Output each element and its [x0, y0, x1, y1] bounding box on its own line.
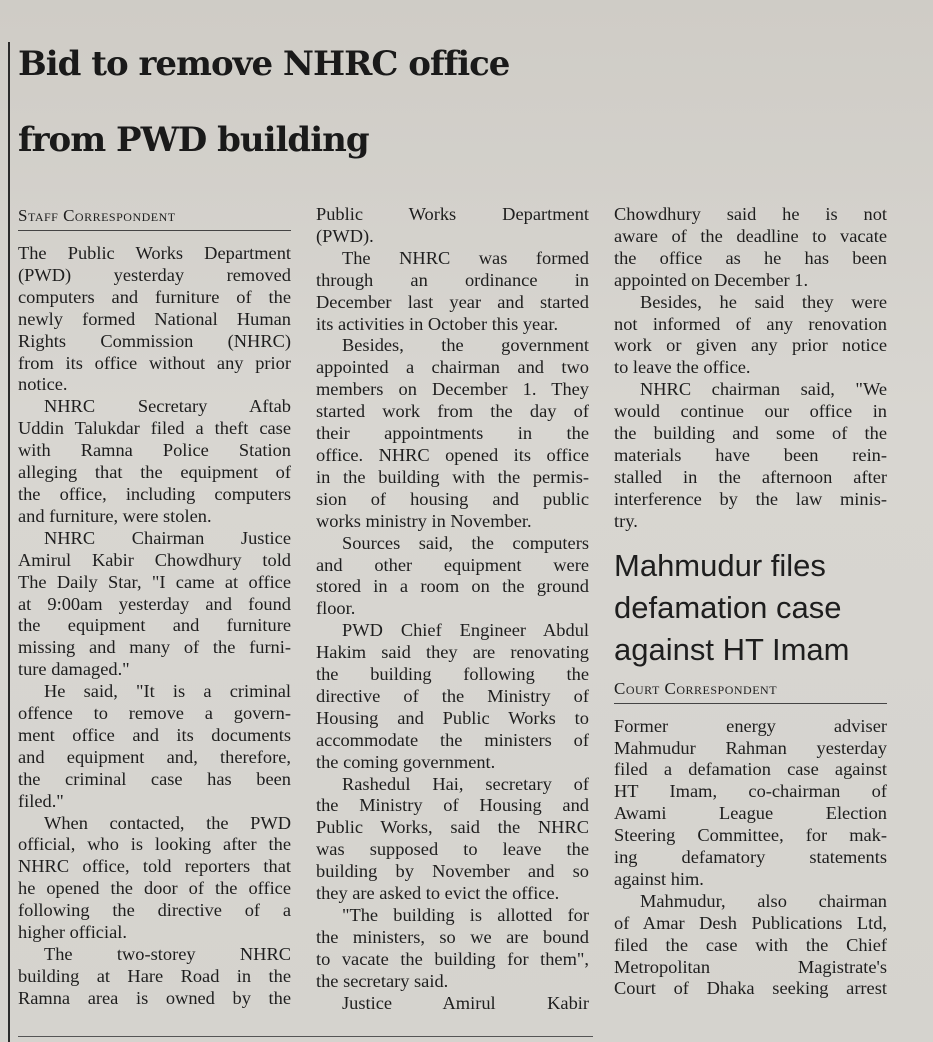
text-line: filed a defamation case against: [614, 759, 887, 780]
text-line: Mahmudur Rahman yesterday: [614, 737, 887, 758]
column-body: [614, 204, 887, 533]
text-line: building at Hare Road in the: [18, 965, 291, 986]
column-body: [316, 204, 589, 1015]
text-line: its activities in October this year.: [316, 313, 559, 334]
text-line: the coming government.: [316, 751, 496, 772]
text-line: they are asked to evict the office.: [316, 883, 560, 904]
text-line: Public Works, said the NHRC: [316, 817, 589, 838]
text-line: and other equipment were: [316, 554, 589, 575]
text-line: the criminal case has been: [18, 768, 291, 789]
text-line: filed.": [18, 790, 64, 811]
secondary-headline: [614, 545, 887, 671]
sub-headline-line: defamation case: [614, 589, 842, 625]
text-line: missing and many of the furni-: [18, 637, 291, 658]
text-line: at 9:00am yesterday and found: [18, 593, 291, 614]
text-line: the office, including computers: [18, 483, 291, 504]
text-line: higher official.: [18, 922, 127, 943]
text-line: Housing and Public Works to: [316, 707, 589, 728]
article-column-1: [18, 204, 291, 1010]
text-line: the equipment and furniture: [18, 615, 291, 636]
text-line: against him.: [614, 868, 704, 889]
text-line: appointed a chairman and two: [316, 357, 589, 378]
text-line: Steering Committee, for mak-: [614, 825, 887, 846]
text-line: Amirul Kabir Chowdhury told: [18, 549, 291, 570]
text-line: stored in a room on the ground: [316, 576, 589, 597]
text-line: from its office without any prior: [18, 352, 291, 373]
headline-line: from PWD building: [18, 120, 369, 160]
text-line: Public Works Department: [316, 204, 589, 224]
text-line: he opened the door of the office: [18, 878, 291, 899]
text-line: following the directive of a: [18, 900, 291, 921]
text-line: Rights Commission (NHRC): [18, 330, 291, 351]
text-line: Rashedul Hai, secretary of: [342, 773, 589, 794]
bottom-rule: [18, 1036, 593, 1037]
text-line: the building following the: [316, 664, 589, 685]
text-line: Ramna area is owned by the: [18, 987, 291, 1008]
column-body: [18, 243, 291, 1010]
column-rule: [8, 42, 10, 1042]
text-line: accommodate the ministers of: [316, 729, 589, 750]
text-line: "The building is allotted for: [342, 905, 589, 925]
text-line: through an ordinance in: [316, 269, 589, 290]
text-line: sion of housing and public: [316, 488, 589, 509]
byline-rule: [18, 230, 291, 231]
text-line: with Ramna Police Station: [18, 440, 291, 461]
column-body: [614, 716, 887, 1001]
byline-rule: [614, 703, 887, 704]
text-line: offence to remove a govern-: [18, 703, 291, 724]
text-line: The NHRC was formed: [342, 247, 589, 268]
text-line: building by November and so: [316, 861, 589, 882]
text-line: Hakim said they are renovating: [316, 642, 589, 663]
text-line: alleging that the equipment of: [18, 462, 291, 483]
article-column-3: [614, 204, 887, 1000]
text-line: office. NHRC opened its office: [316, 444, 589, 465]
text-line: HT Imam, co-chairman of: [614, 781, 887, 802]
text-line: PWD Chief Engineer Abdul: [342, 620, 589, 641]
text-line: official, who is looking after the: [18, 834, 291, 855]
text-line: of Amar Desh Publications Ltd,: [614, 912, 887, 933]
main-headline: [18, 26, 928, 178]
text-line: Former energy adviser: [614, 715, 887, 736]
text-line: stalled in the afternoon after: [614, 466, 887, 487]
text-line: appointed on December 1.: [614, 269, 809, 290]
text-line: Sources said, the computers: [342, 532, 589, 553]
text-line: The two-storey NHRC: [44, 944, 291, 964]
text-line: computers and furniture of the: [18, 286, 291, 307]
text-line: (PWD).: [316, 225, 374, 246]
text-line: ture damaged.": [18, 659, 130, 680]
text-line: (PWD) yesterday removed: [18, 264, 291, 285]
text-line: ing defamatory statements: [614, 847, 887, 868]
text-line: NHRC office, told reporters that: [18, 856, 291, 877]
text-line: started work from the day of: [316, 401, 589, 422]
text-line: NHRC Chairman Justice: [44, 527, 291, 548]
byline: Court Correspondent: [614, 678, 778, 698]
text-line: newly formed National Human: [18, 308, 291, 329]
headline-line: Bid to remove NHRC office: [18, 44, 510, 84]
text-line: The Public Works Department: [18, 243, 291, 263]
text-line: He said, "It is a criminal: [44, 681, 291, 702]
text-line: Metropolitan Magistrate's: [614, 956, 887, 977]
text-line: the building and some of the: [614, 423, 887, 444]
text-line: Justice Amirul Kabir: [342, 992, 589, 1013]
text-line: Uddin Talukdar filed a theft case: [18, 418, 291, 439]
text-line: December last year and started: [316, 291, 589, 312]
text-line: aware of the deadline to vacate: [614, 225, 887, 246]
text-line: Chowdhury said he is not: [614, 204, 887, 224]
text-line: the ministers, so we are bound: [316, 926, 589, 947]
text-line: the office as he has been: [614, 247, 887, 268]
sub-headline-line: Mahmudur files: [614, 547, 826, 583]
text-line: try.: [614, 510, 638, 531]
text-line: and furniture, were stolen.: [18, 505, 212, 526]
text-line: Besides, the government: [342, 335, 589, 356]
text-line: the Ministry of Housing and: [316, 795, 589, 816]
text-line: members on December 1. They: [316, 379, 589, 400]
text-line: The Daily Star, "I came at office: [18, 571, 291, 592]
text-line: to leave the office.: [614, 357, 751, 378]
text-line: NHRC chairman said, "We: [640, 379, 887, 400]
text-line: NHRC Secretary Aftab: [44, 396, 291, 417]
text-line: notice.: [18, 374, 68, 395]
text-line: ment office and its documents: [18, 724, 291, 745]
text-line: Besides, he said they were: [640, 291, 887, 312]
text-line: their appointments in the: [316, 423, 589, 444]
text-line: Court of Dhaka seeking arrest: [614, 978, 887, 999]
text-line: the secretary said.: [316, 970, 449, 991]
text-line: floor.: [316, 598, 356, 619]
text-line: filed the case with the Chief: [614, 934, 887, 955]
text-line: and equipment and, therefore,: [18, 746, 291, 767]
text-line: When contacted, the PWD: [44, 812, 291, 833]
text-line: Mahmudur, also chairman: [640, 890, 887, 911]
text-line: work or given any prior notice: [614, 335, 887, 356]
byline: Staff Correspondent: [18, 206, 176, 225]
text-line: directive of the Ministry of: [316, 685, 589, 706]
text-line: Awami League Election: [614, 803, 887, 824]
sub-headline-line: against HT Imam: [614, 631, 850, 667]
text-line: was supposed to leave the: [316, 839, 589, 860]
text-line: works ministry in November.: [316, 510, 532, 531]
text-line: interference by the law minis-: [614, 488, 887, 509]
text-line: in the building with the permis-: [316, 466, 589, 487]
article-column-2: [316, 204, 589, 1015]
text-line: materials have been rein-: [614, 444, 887, 465]
text-line: to vacate the building for them",: [316, 948, 589, 969]
text-line: would continue our office in: [614, 401, 887, 422]
text-line: not informed of any renovation: [614, 313, 887, 334]
